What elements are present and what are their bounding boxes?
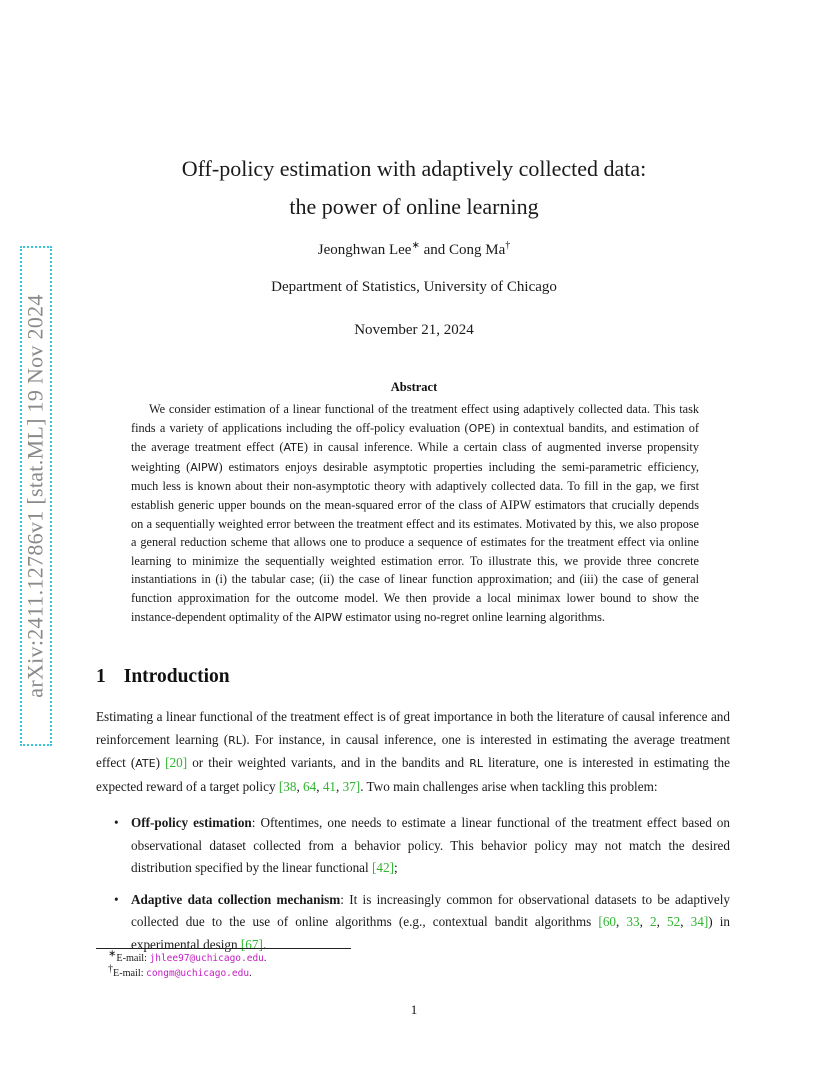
abbreviation: AIPW [190, 460, 219, 474]
arxiv-identifier-stamp[interactable] [20, 246, 52, 746]
section-heading-introduction [96, 666, 230, 688]
citation-link[interactable]: [20] [165, 755, 188, 770]
citation-link[interactable]: [42] [371, 860, 394, 875]
body-text: Estimating a linear functional of the treatment effect is of great importance in both the literature of causal inference and reinforcement learning ( [96, 709, 730, 747]
list-item [96, 812, 730, 880]
challenge-list [96, 812, 730, 956]
citation-link[interactable]: 37 [342, 778, 356, 794]
abstract-text: We consider estimation of a linear functional of the treatment effect using adaptively collected data. This task finds a variety of applications including the off-policy evaluation ( [131, 402, 699, 435]
body-text: ). For instance, in causal inference, one is interested in estimating the average treatment effect ( [96, 731, 730, 770]
footnotes [108, 948, 267, 981]
citation-bracket: [ [278, 778, 284, 794]
citation-separator: , [656, 914, 668, 929]
citation-separator: , [680, 914, 691, 929]
footnote-text: . [263, 953, 267, 964]
citation-link[interactable]: [67] [240, 936, 263, 952]
footnote-mark: † [108, 963, 113, 975]
paper-title [0, 150, 828, 226]
list-item-text: ; [393, 860, 398, 875]
abbreviation: ATE [283, 441, 304, 455]
list-item-heading: Adaptive data collection mechanism [131, 891, 341, 907]
abstract-text: ) in causal inference. While a certain class of augmented inverse propensity weighting ( [131, 440, 699, 474]
author-connector: and [419, 242, 450, 258]
footnote-mark[interactable]: ∗ [411, 240, 420, 251]
citation-link[interactable]: 34 [690, 914, 704, 929]
arxiv-identifier-text: arXiv:2411.12786v1 [stat.ML] 19 Nov 2024 [23, 294, 49, 698]
abstract-text: estimator using no-regret online learning algorithms. [342, 609, 605, 624]
bullet-icon: • [114, 815, 119, 830]
citation-link[interactable]: 38 [283, 778, 297, 794]
affiliation: Department of Statistics, University of Chicago [271, 279, 557, 295]
abbreviation: AIPW [314, 610, 343, 624]
abbreviation: RL [469, 757, 483, 770]
citation-separator: , [336, 778, 343, 794]
list-item-text: . [262, 936, 267, 952]
list-item-text: : Oftentimes, one needs to estimate a linear functional of the treatment effect based on observational dataset collected from a behavior policy. This behavior policy may not match the desired distribution specified by the linear functional [131, 815, 730, 875]
citation-bracket: ] [703, 914, 709, 929]
section-number: 1 [96, 666, 106, 687]
footnote-2 [108, 963, 266, 981]
list-item-text: : It is increasingly common for observational datasets to be adaptively collected due to the use of online algorithms (e.g., contextual bandit algorithms [131, 891, 730, 929]
citation-separator: , [639, 914, 651, 929]
page-number: 1 [410, 1002, 418, 1017]
footnote-label: E-mail: [116, 953, 150, 964]
abstract-heading: Abstract [390, 380, 438, 394]
publication-date: November 21, 2024 [354, 322, 474, 338]
abbreviation: ATE [135, 757, 156, 770]
citation-link[interactable]: 2 [650, 914, 657, 929]
email-link[interactable]: congm@uchicago.edu [146, 968, 250, 979]
citation-separator: , [316, 778, 323, 794]
list-item [96, 889, 730, 957]
author-name: Cong Ma [449, 242, 506, 258]
list-item-text: ) in experimental design [131, 914, 731, 952]
citation-link[interactable]: 33 [626, 914, 640, 929]
abbreviation: RL [228, 733, 242, 747]
citation-link[interactable]: 52 [667, 914, 681, 929]
bullet-icon: • [114, 891, 119, 907]
citation-separator: , [296, 778, 304, 794]
author-name: Jeonghwan Lee [317, 242, 412, 258]
footnote-mark: ∗ [108, 948, 117, 960]
abbreviation: OPE [468, 421, 491, 435]
author-list [0, 242, 828, 259]
body-text: ) [155, 755, 166, 770]
footnote-mark[interactable]: † [505, 240, 511, 251]
citation-bracket: ] [355, 778, 361, 794]
introduction-paragraph [96, 706, 730, 798]
footnote-label: E-mail: [113, 968, 147, 979]
citation-link[interactable]: 64 [303, 778, 317, 794]
abstract-body [131, 400, 699, 627]
body-text: or their weighted variants, and in the bandits and [187, 755, 470, 770]
footnote-1 [108, 948, 267, 966]
body-text: . Two main challenges arise when tackling this problem: [360, 778, 658, 794]
citation-separator: , [616, 914, 627, 929]
section-title: Introduction [123, 666, 230, 687]
abstract-text: ) in contextual bandits, and estimation of the average treatment effect ( [131, 420, 699, 455]
list-item-heading: Off-policy estimation [131, 815, 252, 830]
footnote-divider [96, 948, 351, 949]
body-text: literature, one is interested in estimating the expected reward of a target policy [96, 755, 730, 794]
abstract-text: ) estimators enjoys desirable asymptotic properties including the semi-parametric efficiency, much less is known about their non-asymptotic theory with adaptively collected data. To fill in the gap, we first establish generic upper bounds on the mean-squared error of the class of AIPW estimators that crucially depends on a sequentially weighted error between the treatment effect and its estimates. Motivated by this, we also propose a general reduction scheme that allows one to produce a sequence of estimates for the treatment effect via online learning to minimize the sequentially weighted estimation error. To illustrate this, we provide three concrete instantiations in (i) the tabular case; (ii) the case of linear function approximation; and (iii) the case of general function approximation for the outcome model. We then provide a local minimax lower bound to show the instance-dependent optimality of the [131, 459, 699, 624]
paper-title-line-2: the power of online learning [289, 194, 539, 219]
citation-bracket: [ [598, 914, 603, 929]
email-link[interactable]: jhlee97@uchicago.edu [149, 953, 264, 964]
footnote-text: . [249, 968, 252, 979]
citation-link[interactable]: 60 [602, 914, 616, 929]
citation-link[interactable]: 41 [322, 778, 336, 794]
paper-title-line-1: Off-policy estimation with adaptively collected data: [181, 156, 647, 181]
